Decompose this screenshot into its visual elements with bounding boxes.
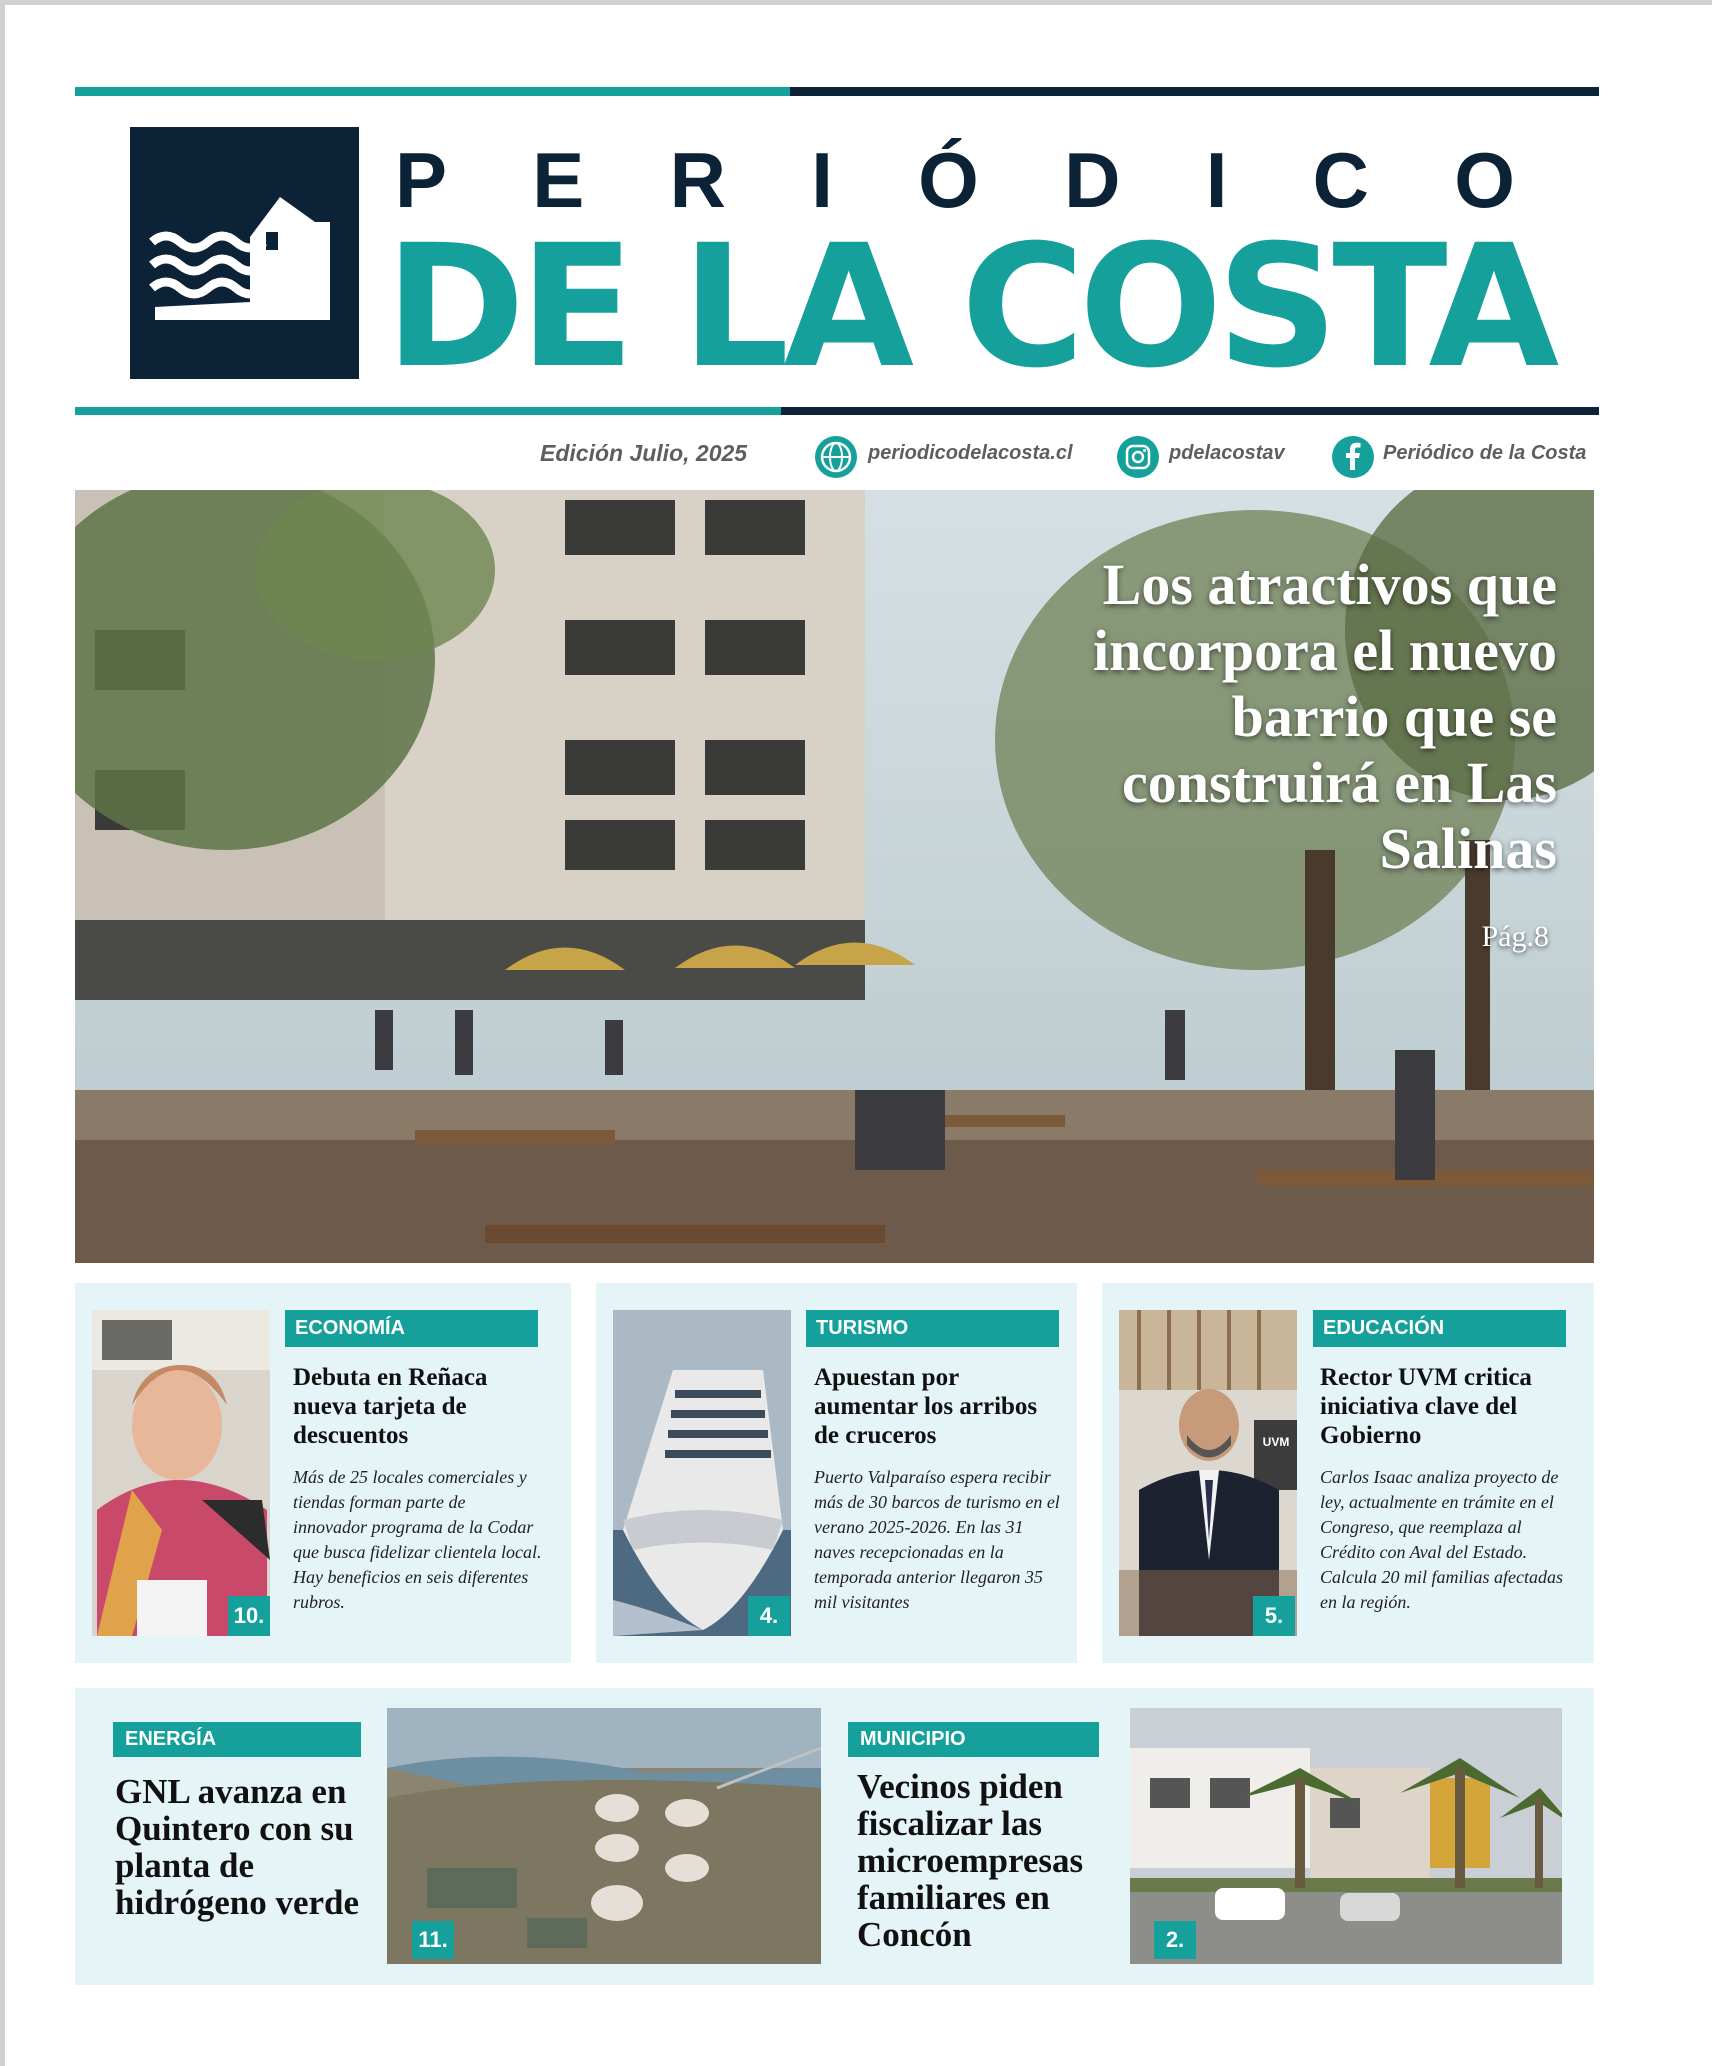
article-headline[interactable]: Vecinos piden fiscalizar las microempresas familiares en Concón	[857, 1767, 1084, 1954]
masthead-top-rule	[75, 87, 1599, 96]
title-letter: C	[1312, 135, 1369, 224]
page-badge: 4.	[748, 1596, 790, 1636]
instagram-handle[interactable]: pdelacostav	[1169, 442, 1285, 464]
article-summary: Puerto Valparaíso espera recibir más de 30 barcos de turismo en el verano 2025-2026. En las 31 naves recepcionadas en la temporada anterior llegaron 35 mil visitantes	[814, 1467, 1060, 1612]
article-headline[interactable]: Apuestan por aumentar los arribos de cruceros	[814, 1364, 1038, 1449]
bottom-news-strip	[75, 1688, 1594, 1985]
masthead-title-de-la-costa: DE LA COSTA	[385, 208, 1554, 405]
title-letter: I	[811, 135, 833, 224]
title-letter: E	[532, 135, 585, 224]
article-photo	[613, 1310, 791, 1636]
title-letter: R	[669, 135, 726, 224]
article-headline[interactable]: Debuta en Reñaca nueva tarjeta de descuentos	[293, 1364, 488, 1449]
page-badge: 5.	[1253, 1596, 1295, 1636]
title-letter: Ó	[918, 135, 979, 224]
page-frame-left	[0, 0, 5, 2066]
hero-headline[interactable]: Los atractivos que incorpora el nuevo barrio que se construirá en Las Salinas	[1093, 552, 1557, 881]
globe-icon	[815, 436, 857, 478]
page-frame-top	[0, 0, 1712, 5]
category-tag: ECONOMÍA	[285, 1310, 538, 1347]
logo-icon	[130, 127, 359, 379]
article-summary: Más de 25 locales comerciales y tiendas forman parte de innovador programa de la Codar que busca fidelizar clientela local. Hay beneficios en seis diferentes rubros.	[293, 1467, 542, 1612]
article-card-educacion[interactable]	[1102, 1283, 1594, 1663]
article-headline[interactable]: Rector UVM critica iniciativa clave del Gobierno	[1320, 1364, 1532, 1449]
title-letter: P	[395, 135, 448, 224]
page-badge: 2.	[1154, 1921, 1196, 1959]
facebook-icon	[1332, 436, 1374, 478]
hero-image	[75, 490, 1594, 1263]
category-tag: ENERGÍA	[113, 1722, 361, 1757]
title-letter: D	[1064, 135, 1121, 224]
facebook-page[interactable]: Periódico de la Costa	[1383, 442, 1587, 464]
article-photo	[92, 1310, 270, 1636]
article-card-economia[interactable]	[75, 1283, 571, 1663]
photo-sign-text: UVM	[1262, 1435, 1290, 1449]
article-photo	[1119, 1310, 1297, 1636]
instagram-icon	[1117, 436, 1159, 478]
article-headline[interactable]: GNL avanza en Quintero con su planta de hidrógeno verde	[115, 1772, 360, 1922]
category-tag: EDUCACIÓN	[1313, 1310, 1566, 1347]
hero-page-ref: Pág.8	[1481, 920, 1549, 953]
title-letter: I	[1205, 135, 1228, 224]
website-link[interactable]: periodicodelacosta.cl	[868, 442, 1073, 464]
edition-date: Edición Julio, 2025	[540, 440, 748, 466]
category-tag: TURISMO	[806, 1310, 1059, 1347]
category-tag: MUNICIPIO	[848, 1722, 1099, 1757]
page-badge: 10.	[228, 1596, 270, 1636]
masthead-bottom-rule	[75, 407, 1599, 415]
article-summary: Carlos Isaac analiza proyecto de ley, actualmente en trámite en el Congreso, que reemplaza al Crédito con Aval del Estado. Calcula 20 mil familias afectadas en la región.	[1320, 1467, 1563, 1612]
page-badge: 11.	[412, 1921, 454, 1959]
article-card-turismo[interactable]	[596, 1283, 1077, 1663]
title-letter: O	[1454, 135, 1515, 224]
